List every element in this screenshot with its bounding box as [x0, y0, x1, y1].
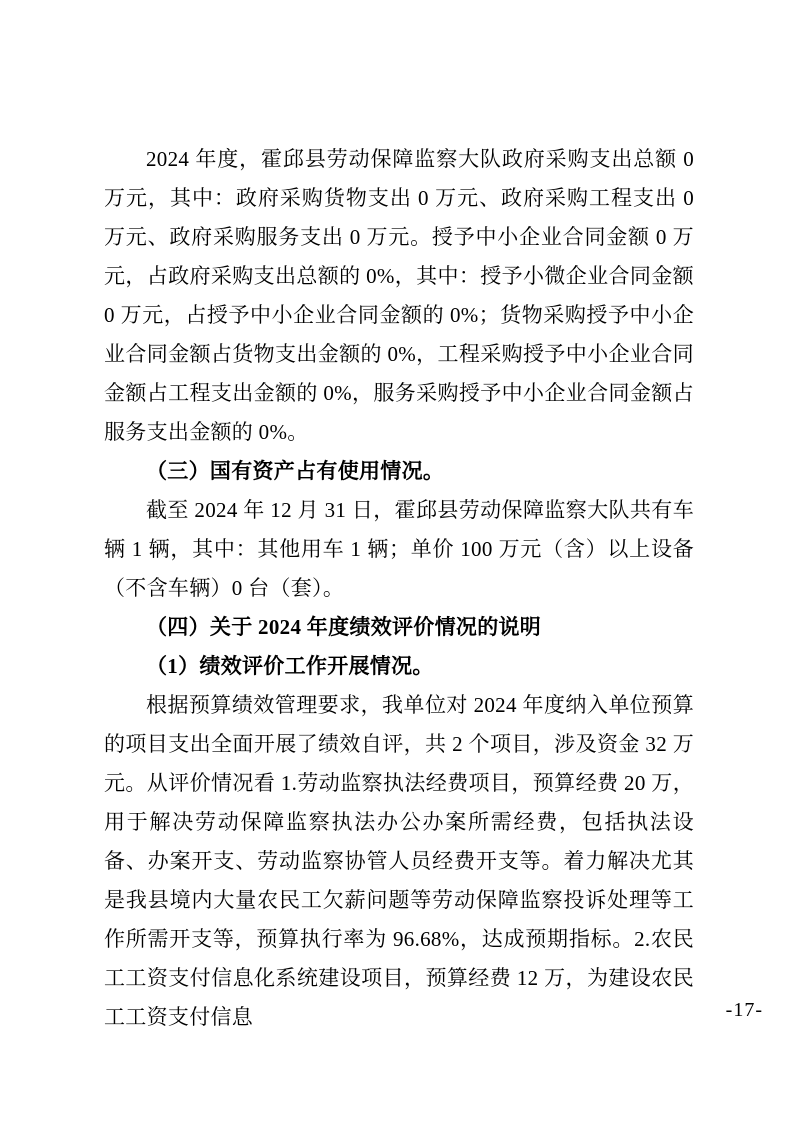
section-heading-performance-evaluation: （四）关于 2024 年度绩效评价情况的说明 [146, 615, 542, 639]
document-body [104, 140, 694, 1037]
paragraph-procurement-summary: 2024 年度，霍邱县劳动保障监察大队政府采购支出总额 0 万元，其中：政府采购货物支出 0 万元、政府采购工程支出 0 万元、政府采购服务支出 0 万元。授予中小企业合同金额 0 万元，占政府采购支出总额的 0%，其中：授予小微企业合同金额 0 万元，占授予中小企业合同金额的 0%；货物采购授予中小企业合同金额占货物支出金额的 0%，工程采购授予中小企业合同金额占工程支出金额的 0%，服务采购授予中小企业合同金额占服务支出金额的 0%。 [104, 147, 694, 444]
page-number: -17- [725, 999, 763, 1021]
paragraph-evaluation-details: 根据预算绩效管理要求，我单位对 2024 年度纳入单位预算的项目支出全面开展了绩效自评，共 2 个项目，涉及资金 32 万元。从评价情况看 1.劳动监察执法经费项目，预算经费 20 万，用于解决劳动保障监察执法办公办案所需经费，包括执法设备、办案开支、劳动监察协管人员经费开支等。着力解决尤其是我县境内大量农民工欠薪问题等劳动保障监察投诉处理等工作所需开支等，预算执行率为 96.68%，达成预期指标。2.农民工工资支付信息化系统建设项目，预算经费 12 万，为建设农民工工资支付信息 [104, 693, 694, 1029]
subsection-heading-evaluation-work: （1）绩效评价工作开展情况。 [146, 654, 434, 678]
section-heading-state-assets: （三）国有资产占有使用情况。 [146, 459, 445, 483]
paragraph-state-assets: 截至 2024 年 12 月 31 日，霍邱县劳动保障监察大队共有车辆 1 辆，其中：其他用车 1 辆；单价 100 万元（含）以上设备（不含车辆）0 台（套）。 [104, 498, 694, 600]
